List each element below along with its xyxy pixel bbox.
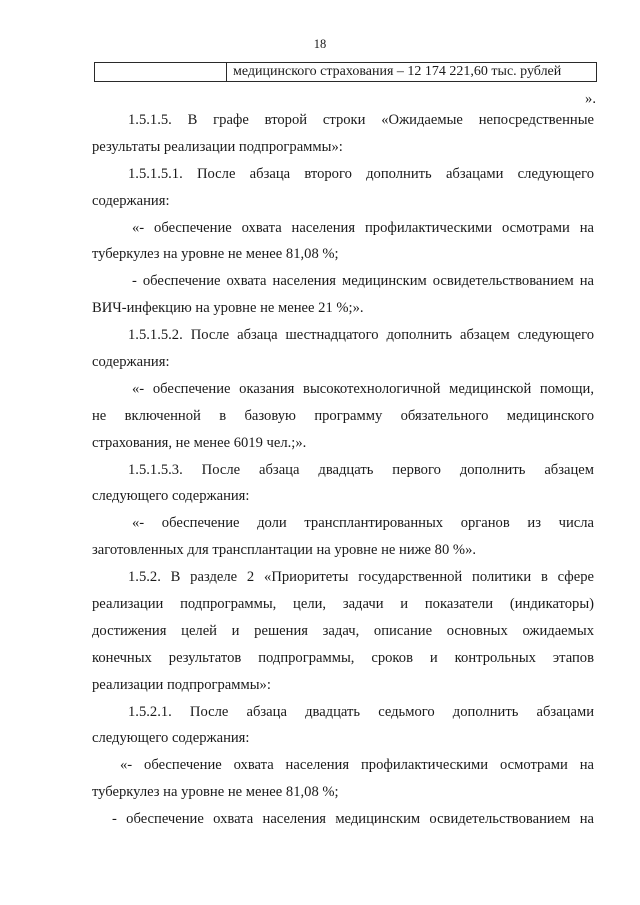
text-line: «- обеспечение доли трансплантированных органов из числа [132, 515, 594, 532]
text-line: «- обеспечение охвата населения профилактическими осмотрами на [132, 219, 594, 236]
text-line: страхования, не менее 6019 чел.;». [92, 434, 307, 451]
text-line: содержания: [92, 192, 170, 209]
text-line: следующего содержания: [92, 488, 250, 505]
text-line: «- обеспечение оказания высокотехнологичной медицинской помощи, [132, 380, 594, 397]
text-line: реализации подпрограммы, цели, задачи и показатели (индикаторы) [92, 596, 594, 613]
text-line: реализации подпрограммы»: [92, 676, 271, 693]
text-line: 1.5.1.5.3. После абзаца двадцать первого дополнить абзацем [128, 461, 594, 478]
text-line: туберкулез на уровне не менее 81,08 %; [92, 246, 339, 263]
table-cell-financing: медицинского страхования – 12 174 221,60 тыс. рублей [233, 64, 562, 79]
text-line: «- обеспечение охвата населения профилактическими осмотрами на [120, 757, 594, 774]
text-line: следующего содержания: [92, 730, 250, 747]
text-line: результаты реализации подпрограммы»: [92, 138, 343, 155]
text-line: заготовленных для трансплантации на уровне не ниже 80 %». [92, 542, 477, 559]
text-line: 1.5.2.1. После абзаца двадцать седьмого дополнить абзацами [128, 703, 594, 720]
text-line: 1.5.2. В разделе 2 «Приоритеты государственной политики в сфере [128, 569, 594, 586]
text-line: туберкулез на уровне не менее 81,08 %; [92, 784, 339, 801]
table-column-divider [226, 63, 227, 81]
document-body [92, 107, 594, 833]
text-line: конечных результатов подпрограммы, сроков и контрольных этапов [92, 649, 594, 666]
table-fragment [94, 62, 597, 82]
text-line: 1.5.1.5.1. После абзаца второго дополнить абзацами следующего [128, 165, 594, 182]
text-line: не включенной в базовую программу обязательного медицинского [92, 407, 594, 424]
text-line: достижения целей и решения задач, описание основных ожидаемых [92, 622, 594, 639]
text-line: - обеспечение охвата населения медицинским освидетельствованием на [132, 273, 594, 290]
page-number: 18 [313, 37, 327, 51]
text-line: - обеспечение охвата населения медицинским освидетельствованием на [112, 811, 594, 828]
text-line: ВИЧ-инфекцию на уровне не менее 21 %;». [92, 300, 364, 317]
text-line: 1.5.1.5. В графе второй строки «Ожидаемые непосредственные [128, 112, 594, 128]
closing-quote: ». [585, 91, 596, 107]
text-line: содержания: [92, 354, 170, 371]
text-line: 1.5.1.5.2. После абзаца шестнадцатого дополнить абзацем следующего [128, 327, 594, 344]
